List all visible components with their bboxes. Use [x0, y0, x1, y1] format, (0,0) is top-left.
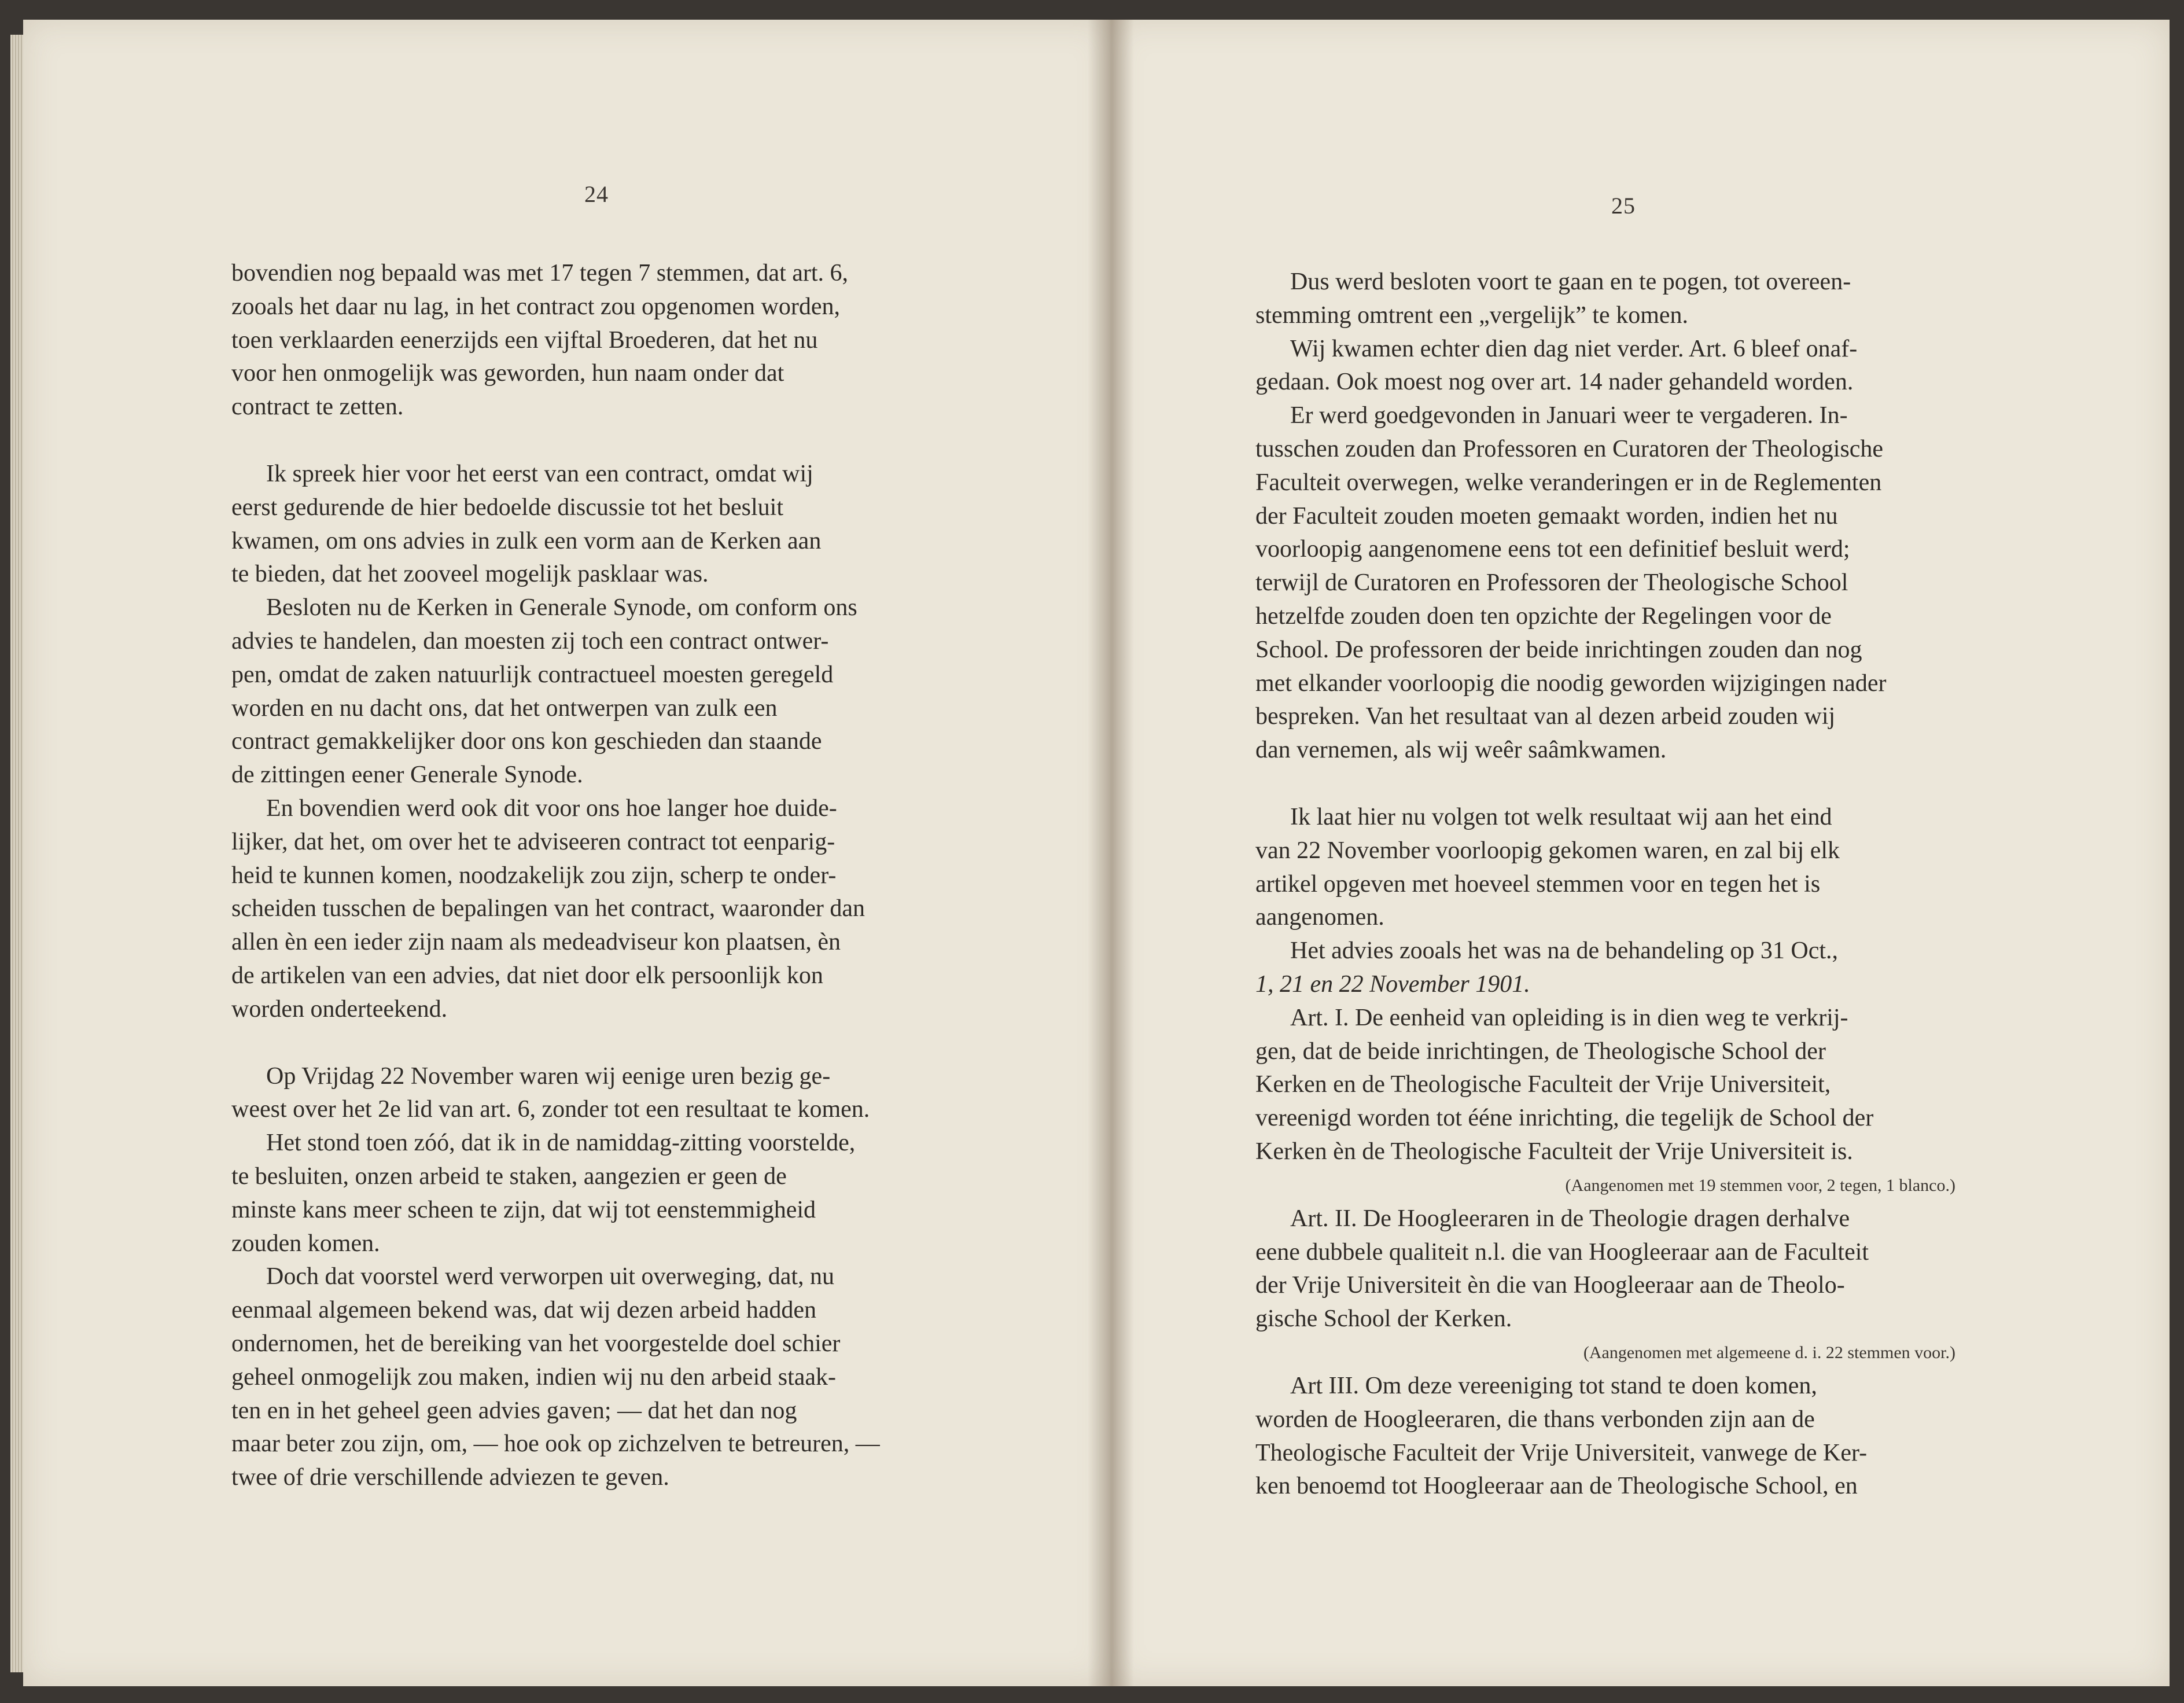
text-line: Besloten nu de Kerken in Generale Synode, om conform ons [266, 594, 857, 621]
text-line: artikel opgeven met hoeveel stemmen voor en tegen het is [1255, 870, 1821, 898]
text-line: te bieden, dat het zooveel mogelijk pasklaar was. [231, 561, 709, 588]
text-line: ondernomen, het de bereiking van het voorgestelde doel schier [231, 1330, 841, 1357]
vote-note: (Aangenomen met algemeene d. i. 22 stemmen voor.) [1583, 1342, 1955, 1362]
text-line: ken benoemd tot Hoogleeraar aan de Theologische School, en [1255, 1473, 1858, 1500]
text-line: voor hen onmogelijk was geworden, hun naam onder dat [231, 360, 785, 387]
text-line: 1, 21 en 22 November 1901. [1255, 970, 1530, 998]
text-line: te besluiten, onzen arbeid te staken, aangezien er geen de [231, 1163, 787, 1190]
text-line: pen, omdat de zaken natuurlijk contractueel moesten geregeld [231, 661, 834, 688]
left-page-text [231, 257, 995, 1495]
text-line: worden en nu dacht ons, dat het ontwerpen van zulk een [231, 694, 778, 722]
text-line: gische School der Kerken. [1255, 1305, 1512, 1333]
text-line: geheel onmogelijk zou maken, indien wij nu den arbeid staak- [231, 1363, 837, 1391]
text-line: Art III. Om deze vereeniging tot stand te doen komen, [1290, 1372, 1817, 1399]
text-line: gen, dat de beide inrichtingen, de Theologische School der [1255, 1038, 1826, 1065]
text-line: aangenomen. [1255, 904, 1384, 931]
text-line: maar beter zou zijn, om, — hoe ook op zichzelven te betreuren, — [231, 1430, 880, 1458]
text-line: de artikelen van een advies, dat niet door elk persoonlijk kon [231, 962, 823, 989]
text-line: met elkander voorloopig die noodig geworden wijzigingen nader [1255, 670, 1887, 697]
text-line: Er werd goedgevonden in Januari weer te vergaderen. In- [1290, 402, 1848, 429]
text-line: dan vernemen, als wij weêr saâmkwamen. [1255, 737, 1667, 764]
text-line: Kerken en de Theologische Faculteit der Vrije Universiteit, [1255, 1071, 1831, 1098]
text-line: eenmaal algemeen bekend was, dat wij dezen arbeid hadden [231, 1297, 817, 1324]
text-line: Kerken èn de Theologische Faculteit der Vrije Universiteit is. [1255, 1138, 1853, 1165]
text-line: lijker, dat het, om over het te adviseeren contract tot eenparig- [231, 828, 835, 855]
right-page [1111, 20, 2170, 1686]
text-line: stemming omtrent een „vergelijk” te komen. [1255, 301, 1689, 329]
text-line: contract te zetten. [231, 393, 404, 421]
text-line: terwijl de Curatoren en Professoren der Theologische School [1255, 569, 1848, 597]
text-line: kwamen, om ons advies in zulk een vorm aan de Kerken aan [231, 527, 822, 554]
text-line: Ik laat hier nu volgen tot welk resultaat wij aan het eind [1290, 803, 1832, 830]
text-line: minste kans meer scheen te zijn, dat wij tot eenstemmigheid [231, 1196, 816, 1223]
page-number-right: 25 [1611, 193, 1636, 219]
text-line: Art. II. De Hoogleeraren in de Theologie dragen derhalve [1290, 1205, 1850, 1232]
text-line: gedaan. Ook moest nog over art. 14 nader gehandeld worden. [1255, 369, 1854, 396]
text-line: voorloopig aangenomene eens tot een definitief besluit werd; [1255, 536, 1850, 563]
text-line: tusschen zouden dan Professoren en Curatoren der Theologische [1255, 435, 1884, 462]
text-line: vereenigd worden tot ééne inrichting, die tegelijk de School der [1255, 1105, 1874, 1132]
text-line: hetzelfde zouden doen ten opzichte der Regelingen voor de [1255, 602, 1832, 630]
text-line: Op Vrijdag 22 November waren wij eenige uren bezig ge- [266, 1062, 831, 1090]
text-line: toen verklaarden eenerzijds een vijftal Broederen, dat het nu [231, 326, 818, 354]
left-page [23, 20, 1111, 1686]
text-line: Het advies zooals het was na de behandeling op 31 Oct., [1290, 937, 1839, 965]
text-line: van 22 November voorloopig gekomen waren, en zal bij elk [1255, 837, 1840, 864]
text-line: eene dubbele qualiteit n.l. die van Hoogleeraar aan de Faculteit [1255, 1238, 1869, 1266]
text-line: contract gemakkelijker door ons kon geschieden dan staande [231, 728, 822, 755]
text-line: Het stond toen zóó, dat ik in de namiddag-zitting voorstelde, [266, 1130, 856, 1157]
vote-note: (Aangenomen met 19 stemmen voor, 2 tegen, 1 blanco.) [1565, 1175, 1955, 1195]
text-line: ten en in het geheel geen advies gaven; — dat het dan nog [231, 1397, 797, 1424]
text-line: bespreken. Van het resultaat van al dezen arbeid zouden wij [1255, 703, 1836, 730]
text-line: advies te handelen, dan moesten zij toch een contract ontwer- [231, 627, 829, 654]
text-line: School. De professoren der beide inrichtingen zouden dan nog [1255, 636, 1862, 663]
right-page-text [1255, 266, 1955, 1503]
text-line: Doch dat voorstel werd verworpen uit overweging, dat, nu [266, 1263, 835, 1290]
text-line: weest over het 2e lid van art. 6, zonder tot een resultaat te komen. [231, 1096, 870, 1123]
text-line: heid te kunnen komen, noodzakelijk zou zijn, scherp te onder- [231, 862, 837, 889]
text-line: worden de Hoogleeraren, die thans verbonden zijn aan de [1255, 1406, 1815, 1433]
text-line: Ik spreek hier voor het eerst van een contract, omdat wij [266, 460, 813, 487]
text-line: zooals het daar nu lag, in het contract zou opgenomen worden, [231, 293, 840, 320]
text-line: eerst gedurende de hier bedoelde discussie tot het besluit [231, 494, 784, 521]
page-number-left: 24 [584, 181, 609, 207]
text-line: allen èn een ieder zijn naam als medeadviseur kon plaatsen, èn [231, 929, 841, 956]
text-line: Dus werd besloten voort te gaan en te pogen, tot overeen- [1290, 268, 1851, 295]
text-line: der Faculteit zouden moeten gemaakt worden, indien het nu [1255, 502, 1838, 529]
text-line: zouden komen. [231, 1230, 380, 1257]
text-line: bovendien nog bepaald was met 17 tegen 7 stemmen, dat art. 6, [231, 260, 849, 286]
text-line: Art. I. De eenheid van opleiding is in dien weg te verkrij- [1290, 1004, 1848, 1031]
text-line: der Vrije Universiteit èn die van Hoogleeraar aan de Theolo- [1255, 1272, 1845, 1299]
text-line: Wij kwamen echter dien dag niet verder. Art. 6 bleef onaf- [1290, 335, 1858, 362]
text-line: Faculteit overwegen, welke veranderingen er in de Reglementen [1255, 469, 1882, 496]
text-line: Theologische Faculteit der Vrije Universiteit, vanwege de Ker- [1255, 1439, 1868, 1466]
text-line: de zittingen eener Generale Synode. [231, 762, 583, 789]
text-line: En bovendien werd ook dit voor ons hoe langer hoe duide- [266, 795, 837, 822]
text-line: twee of drie verschillende adviezen te geven. [231, 1464, 669, 1491]
text-line: scheiden tusschen de bepalingen van het contract, waaronder dan [231, 895, 866, 922]
text-line: worden onderteekend. [231, 995, 448, 1022]
